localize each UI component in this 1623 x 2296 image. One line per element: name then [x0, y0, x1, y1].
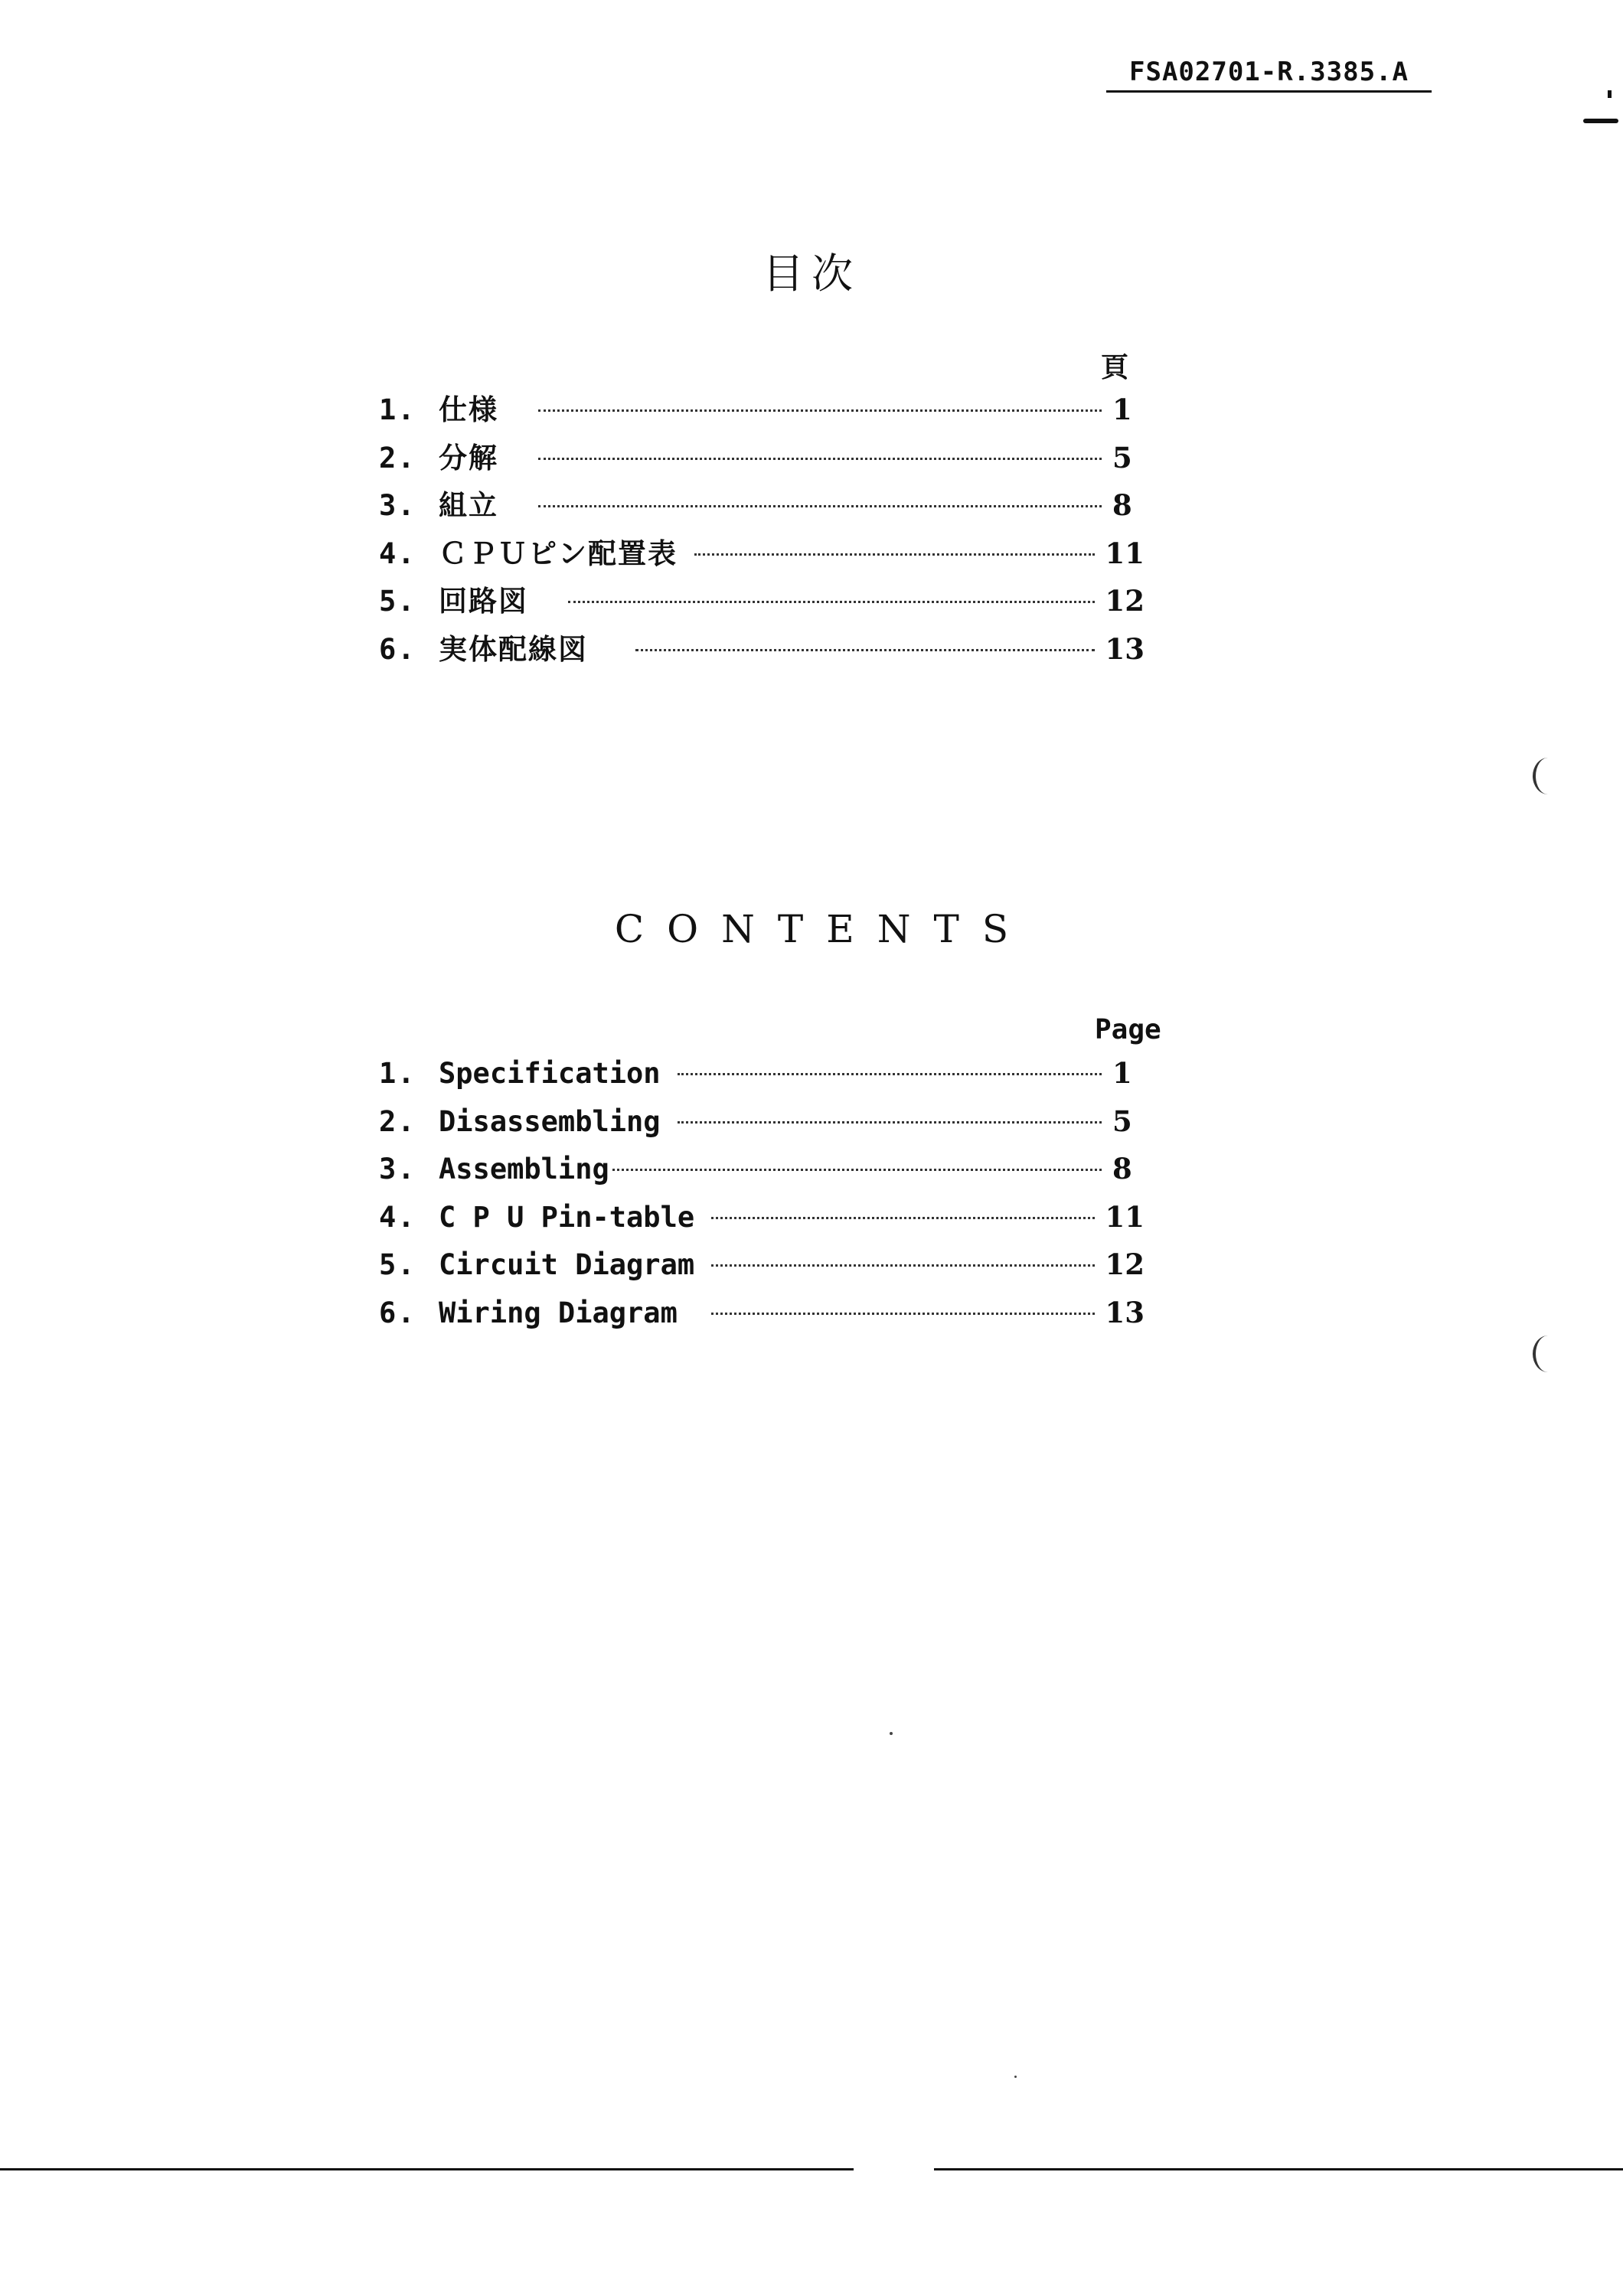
toc-item-number: 3.	[379, 489, 416, 522]
toc-title-en: CONTENTS	[614, 907, 1032, 951]
toc-item-en-cpu-pin-table	[379, 1200, 1145, 1248]
toc-item-page: 11	[1105, 536, 1145, 570]
toc-item-label: 組立	[439, 489, 498, 522]
scan-speck	[890, 1732, 893, 1735]
toc-item-number: 3.	[379, 1153, 416, 1186]
toc-item-label: Assembling	[439, 1153, 609, 1186]
punch-hole-upper	[1533, 758, 1563, 794]
toc-item-page: 5	[1112, 440, 1132, 475]
page-heading-en: Page	[1095, 1014, 1161, 1045]
toc-item-number: 2.	[379, 1104, 416, 1138]
toc-item-page: 8	[1112, 1152, 1132, 1186]
toc-item-number: 4.	[379, 536, 416, 570]
document-code: FSA02701-R.3385.A	[1106, 57, 1432, 93]
toc-item-page: 13	[1105, 631, 1145, 666]
scan-edge-mark	[1583, 119, 1618, 123]
dot-leader	[538, 505, 1102, 507]
dot-leader	[678, 1073, 1102, 1075]
toc-item-number: 1.	[379, 1057, 416, 1090]
punch-hole-lower	[1533, 1336, 1563, 1372]
dot-leader	[711, 1313, 1095, 1315]
toc-item-label: Circuit Diagram	[439, 1248, 695, 1281]
toc-item-label: ＣＰＵピン配置表	[439, 536, 678, 570]
dot-leader	[635, 649, 1095, 651]
toc-item-label: Wiring Diagram	[439, 1296, 678, 1329]
toc-item-label: C P U Pin-table	[439, 1200, 695, 1234]
toc-item-number: 5.	[379, 585, 416, 618]
toc-item-number: 6.	[379, 1296, 416, 1329]
toc-item-label: 実体配線図	[439, 632, 588, 666]
toc-item-en-circuit-diagram	[379, 1247, 1145, 1296]
toc-item-number: 6.	[379, 632, 416, 666]
dot-leader	[538, 458, 1102, 460]
dot-leader	[711, 1264, 1094, 1267]
bottom-rule-right	[934, 2168, 1623, 2170]
bottom-rule-left	[0, 2168, 854, 2170]
toc-item-page: 1	[1112, 1056, 1132, 1090]
toc-item-number: 5.	[379, 1248, 416, 1281]
toc-item-number: 4.	[379, 1200, 416, 1234]
toc-item-page: 8	[1112, 488, 1132, 522]
scan-speck	[1014, 2076, 1017, 2078]
toc-item-page: 5	[1112, 1104, 1132, 1138]
toc-item-jp-disassembling	[379, 435, 1145, 483]
toc-item-jp-assembling	[379, 482, 1145, 530]
toc-item-label: Disassembling	[439, 1104, 661, 1138]
dot-leader	[538, 409, 1102, 412]
dot-leader	[694, 553, 1095, 556]
toc-list-en	[379, 1056, 1145, 1343]
dot-leader	[678, 1121, 1102, 1124]
toc-item-en-assembling	[379, 1152, 1145, 1200]
toc-item-number: 1.	[379, 393, 416, 426]
toc-item-page: 12	[1105, 1247, 1145, 1281]
scan-edge-dot	[1608, 90, 1612, 98]
toc-item-page: 11	[1105, 1199, 1145, 1234]
toc-item-number: 2.	[379, 441, 416, 475]
toc-item-label: 分解	[439, 441, 498, 475]
dot-leader	[612, 1169, 1102, 1171]
dot-leader	[711, 1217, 1094, 1219]
toc-item-label: Specification	[439, 1057, 661, 1090]
toc-item-en-wiring-diagram	[379, 1296, 1145, 1344]
toc-item-page: 12	[1105, 584, 1145, 618]
toc-item-jp-wiring-diagram	[379, 626, 1145, 674]
toc-item-jp-circuit-diagram	[379, 578, 1145, 626]
toc-list-jp	[379, 386, 1145, 673]
toc-item-en-disassembling	[379, 1104, 1145, 1153]
toc-item-page: 13	[1105, 1295, 1145, 1329]
toc-item-page: 1	[1112, 393, 1132, 426]
dot-leader	[568, 601, 1095, 603]
toc-item-label: 回路図	[439, 585, 528, 618]
toc-item-jp-cpu-pin-table	[379, 530, 1145, 579]
toc-title-jp: 目次	[763, 249, 860, 298]
toc-item-en-specification	[379, 1056, 1145, 1104]
page-heading-jp: 頁	[1101, 352, 1129, 383]
toc-item-label: 仕様	[439, 393, 498, 426]
toc-item-jp-specification	[379, 386, 1145, 435]
